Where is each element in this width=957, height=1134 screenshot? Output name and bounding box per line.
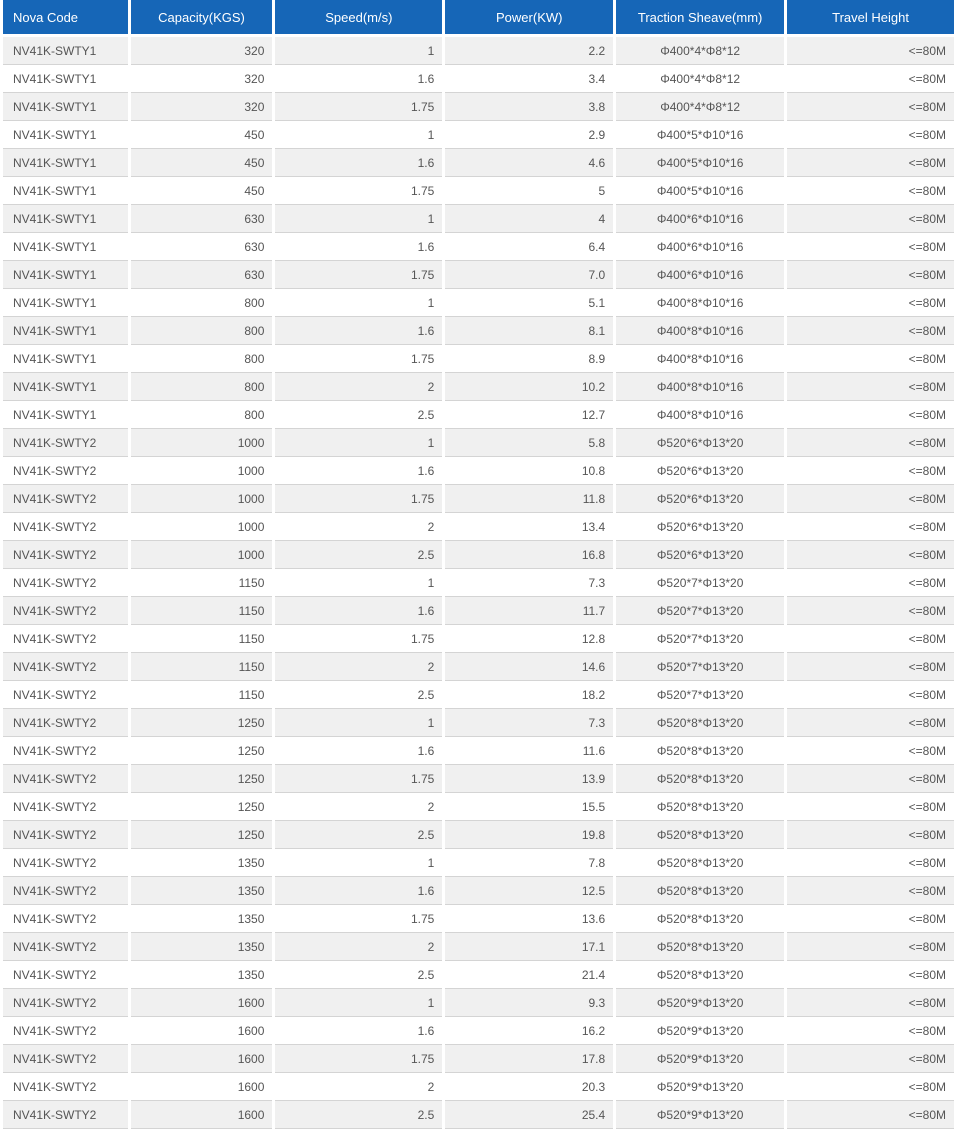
traction-sheave-cell: Φ520*6*Φ13*20	[616, 541, 784, 569]
capacity-cell: 800	[131, 289, 273, 317]
power-cell: 21.4	[445, 961, 613, 989]
capacity-cell: 1150	[131, 625, 273, 653]
travel-height-cell: <=80M	[787, 93, 954, 121]
table-row	[3, 485, 954, 513]
table-row	[3, 625, 954, 653]
speed-cell: 1.75	[275, 177, 442, 205]
nova-code-cell: NV41K-SWTY1	[3, 317, 128, 345]
traction-sheave-cell: Φ520*7*Φ13*20	[616, 625, 784, 653]
power-cell: 17.1	[445, 933, 613, 961]
traction-sheave-cell: Φ520*8*Φ13*20	[616, 961, 784, 989]
travel-height-cell: <=80M	[787, 513, 954, 541]
table-row	[3, 93, 954, 121]
nova-code-cell: NV41K-SWTY1	[3, 177, 128, 205]
speed-cell: 1.75	[275, 261, 442, 289]
nova-code-cell: NV41K-SWTY2	[3, 1017, 128, 1045]
traction-sheave-cell: Φ520*9*Φ13*20	[616, 1073, 784, 1101]
header-power: Power(KW)	[445, 0, 613, 34]
capacity-cell: 1150	[131, 597, 273, 625]
power-cell: 17.8	[445, 1045, 613, 1073]
power-cell: 25.4	[445, 1101, 613, 1129]
table-row	[3, 233, 954, 261]
capacity-cell: 1600	[131, 1017, 273, 1045]
nova-code-cell: NV41K-SWTY2	[3, 709, 128, 737]
power-cell: 8.1	[445, 317, 613, 345]
travel-height-cell: <=80M	[787, 373, 954, 401]
capacity-cell: 630	[131, 205, 273, 233]
speed-cell: 1	[275, 37, 442, 65]
speed-cell: 1	[275, 429, 442, 457]
travel-height-cell: <=80M	[787, 1073, 954, 1101]
capacity-cell: 1350	[131, 961, 273, 989]
power-cell: 16.2	[445, 1017, 613, 1045]
table-row	[3, 933, 954, 961]
speed-cell: 1.6	[275, 597, 442, 625]
power-cell: 2.9	[445, 121, 613, 149]
header-traction-sheave: Traction Sheave(mm)	[616, 0, 784, 34]
power-cell: 13.4	[445, 513, 613, 541]
speed-cell: 1.75	[275, 625, 442, 653]
capacity-cell: 1000	[131, 457, 273, 485]
speed-cell: 1.6	[275, 877, 442, 905]
header-travel-height: Travel Height	[787, 0, 954, 34]
table-row	[3, 793, 954, 821]
travel-height-cell: <=80M	[787, 877, 954, 905]
power-cell: 8.9	[445, 345, 613, 373]
nova-code-cell: NV41K-SWTY2	[3, 793, 128, 821]
table-row	[3, 905, 954, 933]
table-row	[3, 401, 954, 429]
power-cell: 19.8	[445, 821, 613, 849]
capacity-cell: 1350	[131, 877, 273, 905]
nova-code-cell: NV41K-SWTY2	[3, 933, 128, 961]
travel-height-cell: <=80M	[787, 1101, 954, 1129]
capacity-cell: 1600	[131, 1045, 273, 1073]
travel-height-cell: <=80M	[787, 1045, 954, 1073]
capacity-cell: 320	[131, 93, 273, 121]
traction-sheave-cell: Φ400*8*Φ10*16	[616, 345, 784, 373]
travel-height-cell: <=80M	[787, 65, 954, 93]
traction-sheave-cell: Φ520*7*Φ13*20	[616, 653, 784, 681]
table-row	[3, 65, 954, 93]
nova-code-cell: NV41K-SWTY2	[3, 485, 128, 513]
travel-height-cell: <=80M	[787, 261, 954, 289]
speed-cell: 1.6	[275, 149, 442, 177]
travel-height-cell: <=80M	[787, 821, 954, 849]
capacity-cell: 800	[131, 373, 273, 401]
capacity-cell: 1600	[131, 989, 273, 1017]
travel-height-cell: <=80M	[787, 429, 954, 457]
nova-code-cell: NV41K-SWTY1	[3, 65, 128, 93]
power-cell: 18.2	[445, 681, 613, 709]
power-cell: 12.7	[445, 401, 613, 429]
capacity-cell: 450	[131, 121, 273, 149]
speed-cell: 1.6	[275, 233, 442, 261]
table-row	[3, 961, 954, 989]
capacity-cell: 1250	[131, 737, 273, 765]
capacity-cell: 1350	[131, 933, 273, 961]
travel-height-cell: <=80M	[787, 989, 954, 1017]
traction-sheave-cell: Φ400*8*Φ10*16	[616, 289, 784, 317]
power-cell: 14.6	[445, 653, 613, 681]
speed-cell: 1	[275, 849, 442, 877]
capacity-cell: 1250	[131, 821, 273, 849]
traction-sheave-cell: Φ520*6*Φ13*20	[616, 429, 784, 457]
table-row	[3, 317, 954, 345]
nova-code-cell: NV41K-SWTY2	[3, 877, 128, 905]
nova-code-cell: NV41K-SWTY1	[3, 205, 128, 233]
capacity-cell: 1150	[131, 569, 273, 597]
table-row	[3, 821, 954, 849]
travel-height-cell: <=80M	[787, 149, 954, 177]
speed-cell: 1.75	[275, 765, 442, 793]
traction-sheave-cell: Φ520*8*Φ13*20	[616, 905, 784, 933]
header-speed: Speed(m/s)	[275, 0, 442, 34]
table-row	[3, 765, 954, 793]
capacity-cell: 800	[131, 345, 273, 373]
traction-sheave-cell: Φ520*8*Φ13*20	[616, 849, 784, 877]
table-row	[3, 37, 954, 65]
power-cell: 12.8	[445, 625, 613, 653]
traction-sheave-cell: Φ520*8*Φ13*20	[616, 933, 784, 961]
table-row	[3, 373, 954, 401]
nova-code-cell: NV41K-SWTY2	[3, 653, 128, 681]
speed-cell: 1	[275, 709, 442, 737]
power-cell: 12.5	[445, 877, 613, 905]
table-row	[3, 541, 954, 569]
travel-height-cell: <=80M	[787, 765, 954, 793]
travel-height-cell: <=80M	[787, 401, 954, 429]
table-row	[3, 709, 954, 737]
speed-cell: 1	[275, 569, 442, 597]
power-cell: 13.9	[445, 765, 613, 793]
speed-cell: 1	[275, 989, 442, 1017]
power-cell: 3.8	[445, 93, 613, 121]
travel-height-cell: <=80M	[787, 709, 954, 737]
traction-sheave-cell: Φ400*4*Φ8*12	[616, 65, 784, 93]
capacity-cell: 1000	[131, 513, 273, 541]
nova-code-cell: NV41K-SWTY2	[3, 625, 128, 653]
speed-cell: 2.5	[275, 961, 442, 989]
traction-sheave-cell: Φ400*4*Φ8*12	[616, 93, 784, 121]
traction-sheave-cell: Φ520*8*Φ13*20	[616, 737, 784, 765]
table-row	[3, 457, 954, 485]
table-row	[3, 429, 954, 457]
power-cell: 4	[445, 205, 613, 233]
traction-sheave-cell: Φ400*6*Φ10*16	[616, 261, 784, 289]
speed-cell: 1.6	[275, 65, 442, 93]
nova-code-cell: NV41K-SWTY2	[3, 961, 128, 989]
travel-height-cell: <=80M	[787, 345, 954, 373]
table-row	[3, 121, 954, 149]
traction-sheave-cell: Φ520*9*Φ13*20	[616, 989, 784, 1017]
power-cell: 7.3	[445, 569, 613, 597]
nova-code-cell: NV41K-SWTY1	[3, 401, 128, 429]
power-cell: 9.3	[445, 989, 613, 1017]
capacity-cell: 1250	[131, 765, 273, 793]
speed-cell: 2	[275, 513, 442, 541]
speed-cell: 1.75	[275, 905, 442, 933]
power-cell: 11.6	[445, 737, 613, 765]
table-row	[3, 877, 954, 905]
travel-height-cell: <=80M	[787, 597, 954, 625]
nova-code-cell: NV41K-SWTY1	[3, 289, 128, 317]
nova-code-cell: NV41K-SWTY2	[3, 541, 128, 569]
traction-sheave-cell: Φ520*8*Φ13*20	[616, 877, 784, 905]
speed-cell: 1.75	[275, 1045, 442, 1073]
travel-height-cell: <=80M	[787, 177, 954, 205]
capacity-cell: 1000	[131, 429, 273, 457]
power-cell: 11.7	[445, 597, 613, 625]
nova-code-cell: NV41K-SWTY1	[3, 37, 128, 65]
capacity-cell: 1150	[131, 681, 273, 709]
travel-height-cell: <=80M	[787, 569, 954, 597]
speed-cell: 1.6	[275, 457, 442, 485]
travel-height-cell: <=80M	[787, 625, 954, 653]
traction-sheave-cell: Φ400*5*Φ10*16	[616, 177, 784, 205]
nova-code-cell: NV41K-SWTY2	[3, 1045, 128, 1073]
speed-cell: 1.75	[275, 93, 442, 121]
table-row	[3, 989, 954, 1017]
table-row	[3, 653, 954, 681]
nova-code-cell: NV41K-SWTY2	[3, 429, 128, 457]
nova-code-cell: NV41K-SWTY1	[3, 149, 128, 177]
speed-cell: 1.6	[275, 1017, 442, 1045]
power-cell: 13.6	[445, 905, 613, 933]
table-row	[3, 849, 954, 877]
traction-sheave-cell: Φ400*6*Φ10*16	[616, 205, 784, 233]
capacity-cell: 320	[131, 65, 273, 93]
traction-sheave-cell: Φ400*8*Φ10*16	[616, 373, 784, 401]
table-row	[3, 261, 954, 289]
nova-code-cell: NV41K-SWTY1	[3, 233, 128, 261]
speed-cell: 1	[275, 205, 442, 233]
traction-sheave-cell: Φ400*6*Φ10*16	[616, 233, 784, 261]
traction-sheave-cell: Φ400*8*Φ10*16	[616, 401, 784, 429]
travel-height-cell: <=80M	[787, 205, 954, 233]
capacity-cell: 1000	[131, 541, 273, 569]
power-cell: 7.0	[445, 261, 613, 289]
speed-cell: 1.6	[275, 317, 442, 345]
capacity-cell: 800	[131, 317, 273, 345]
travel-height-cell: <=80M	[787, 485, 954, 513]
capacity-cell: 1000	[131, 485, 273, 513]
header-nova-code: Nova Code	[3, 0, 128, 34]
travel-height-cell: <=80M	[787, 457, 954, 485]
table-row	[3, 177, 954, 205]
table-row	[3, 205, 954, 233]
nova-code-cell: NV41K-SWTY2	[3, 597, 128, 625]
travel-height-cell: <=80M	[787, 961, 954, 989]
capacity-cell: 800	[131, 401, 273, 429]
speed-cell: 1.6	[275, 737, 442, 765]
traction-sheave-cell: Φ520*8*Φ13*20	[616, 821, 784, 849]
travel-height-cell: <=80M	[787, 905, 954, 933]
travel-height-cell: <=80M	[787, 1017, 954, 1045]
speed-cell: 2	[275, 933, 442, 961]
travel-height-cell: <=80M	[787, 541, 954, 569]
capacity-cell: 1600	[131, 1101, 273, 1129]
capacity-cell: 450	[131, 149, 273, 177]
traction-sheave-cell: Φ520*7*Φ13*20	[616, 597, 784, 625]
power-cell: 5.1	[445, 289, 613, 317]
speed-cell: 2	[275, 653, 442, 681]
speed-cell: 2.5	[275, 821, 442, 849]
travel-height-cell: <=80M	[787, 233, 954, 261]
nova-code-cell: NV41K-SWTY1	[3, 345, 128, 373]
power-cell: 10.2	[445, 373, 613, 401]
header-row	[3, 0, 954, 34]
power-cell: 7.8	[445, 849, 613, 877]
capacity-cell: 320	[131, 37, 273, 65]
travel-height-cell: <=80M	[787, 289, 954, 317]
nova-code-cell: NV41K-SWTY2	[3, 457, 128, 485]
table-body	[3, 37, 954, 1129]
nova-code-cell: NV41K-SWTY2	[3, 681, 128, 709]
capacity-cell: 630	[131, 233, 273, 261]
traction-sheave-cell: Φ520*7*Φ13*20	[616, 569, 784, 597]
header-capacity: Capacity(KGS)	[131, 0, 273, 34]
table-row	[3, 513, 954, 541]
table-row	[3, 737, 954, 765]
traction-sheave-cell: Φ400*5*Φ10*16	[616, 149, 784, 177]
nova-code-cell: NV41K-SWTY2	[3, 737, 128, 765]
capacity-cell: 1250	[131, 709, 273, 737]
travel-height-cell: <=80M	[787, 737, 954, 765]
nova-code-cell: NV41K-SWTY1	[3, 261, 128, 289]
power-cell: 10.8	[445, 457, 613, 485]
traction-sheave-cell: Φ520*8*Φ13*20	[616, 709, 784, 737]
traction-sheave-cell: Φ520*9*Φ13*20	[616, 1017, 784, 1045]
travel-height-cell: <=80M	[787, 653, 954, 681]
nova-code-cell: NV41K-SWTY2	[3, 989, 128, 1017]
table-row	[3, 149, 954, 177]
speed-cell: 2	[275, 1073, 442, 1101]
table-row	[3, 681, 954, 709]
travel-height-cell: <=80M	[787, 681, 954, 709]
table-row	[3, 345, 954, 373]
capacity-cell: 630	[131, 261, 273, 289]
speed-cell: 2.5	[275, 541, 442, 569]
power-cell: 16.8	[445, 541, 613, 569]
nova-code-cell: NV41K-SWTY2	[3, 905, 128, 933]
nova-code-cell: NV41K-SWTY2	[3, 513, 128, 541]
table-row	[3, 1073, 954, 1101]
table-row	[3, 569, 954, 597]
nova-code-cell: NV41K-SWTY1	[3, 93, 128, 121]
traction-sheave-cell: Φ520*9*Φ13*20	[616, 1045, 784, 1073]
table-row	[3, 1045, 954, 1073]
traction-sheave-cell: Φ400*4*Φ8*12	[616, 37, 784, 65]
nova-code-cell: NV41K-SWTY1	[3, 373, 128, 401]
table-row	[3, 1017, 954, 1045]
speed-cell: 1.75	[275, 485, 442, 513]
traction-sheave-cell: Φ520*6*Φ13*20	[616, 513, 784, 541]
power-cell: 3.4	[445, 65, 613, 93]
capacity-cell: 1350	[131, 905, 273, 933]
power-cell: 6.4	[445, 233, 613, 261]
traction-sheave-cell: Φ520*8*Φ13*20	[616, 765, 784, 793]
power-cell: 5	[445, 177, 613, 205]
table-row	[3, 597, 954, 625]
speed-cell: 1	[275, 289, 442, 317]
travel-height-cell: <=80M	[787, 317, 954, 345]
travel-height-cell: <=80M	[787, 933, 954, 961]
nova-code-cell: NV41K-SWTY1	[3, 121, 128, 149]
nova-code-cell: NV41K-SWTY2	[3, 849, 128, 877]
capacity-cell: 1150	[131, 653, 273, 681]
power-cell: 11.8	[445, 485, 613, 513]
power-cell: 15.5	[445, 793, 613, 821]
traction-sheave-cell: Φ520*6*Φ13*20	[616, 485, 784, 513]
nova-code-cell: NV41K-SWTY2	[3, 821, 128, 849]
speed-cell: 2.5	[275, 1101, 442, 1129]
capacity-cell: 1600	[131, 1073, 273, 1101]
capacity-cell: 450	[131, 177, 273, 205]
traction-sheave-cell: Φ520*6*Φ13*20	[616, 457, 784, 485]
table-row	[3, 289, 954, 317]
capacity-cell: 1250	[131, 793, 273, 821]
travel-height-cell: <=80M	[787, 849, 954, 877]
power-cell: 7.3	[445, 709, 613, 737]
travel-height-cell: <=80M	[787, 793, 954, 821]
nova-code-cell: NV41K-SWTY2	[3, 569, 128, 597]
power-cell: 20.3	[445, 1073, 613, 1101]
travel-height-cell: <=80M	[787, 37, 954, 65]
speed-cell: 2	[275, 793, 442, 821]
speed-cell: 2	[275, 373, 442, 401]
traction-sheave-cell: Φ520*8*Φ13*20	[616, 793, 784, 821]
speed-cell: 2.5	[275, 681, 442, 709]
nova-code-cell: NV41K-SWTY2	[3, 1073, 128, 1101]
nova-code-cell: NV41K-SWTY2	[3, 765, 128, 793]
traction-sheave-cell: Φ400*8*Φ10*16	[616, 317, 784, 345]
nova-code-cell: NV41K-SWTY2	[3, 1101, 128, 1129]
power-cell: 5.8	[445, 429, 613, 457]
table-row	[3, 1101, 954, 1129]
traction-sheave-cell: Φ520*7*Φ13*20	[616, 681, 784, 709]
speed-cell: 2.5	[275, 401, 442, 429]
power-cell: 4.6	[445, 149, 613, 177]
travel-height-cell: <=80M	[787, 121, 954, 149]
speed-cell: 1.75	[275, 345, 442, 373]
capacity-cell: 1350	[131, 849, 273, 877]
traction-sheave-cell: Φ400*5*Φ10*16	[616, 121, 784, 149]
traction-sheave-cell: Φ520*9*Φ13*20	[616, 1101, 784, 1129]
power-cell: 2.2	[445, 37, 613, 65]
speed-cell: 1	[275, 121, 442, 149]
